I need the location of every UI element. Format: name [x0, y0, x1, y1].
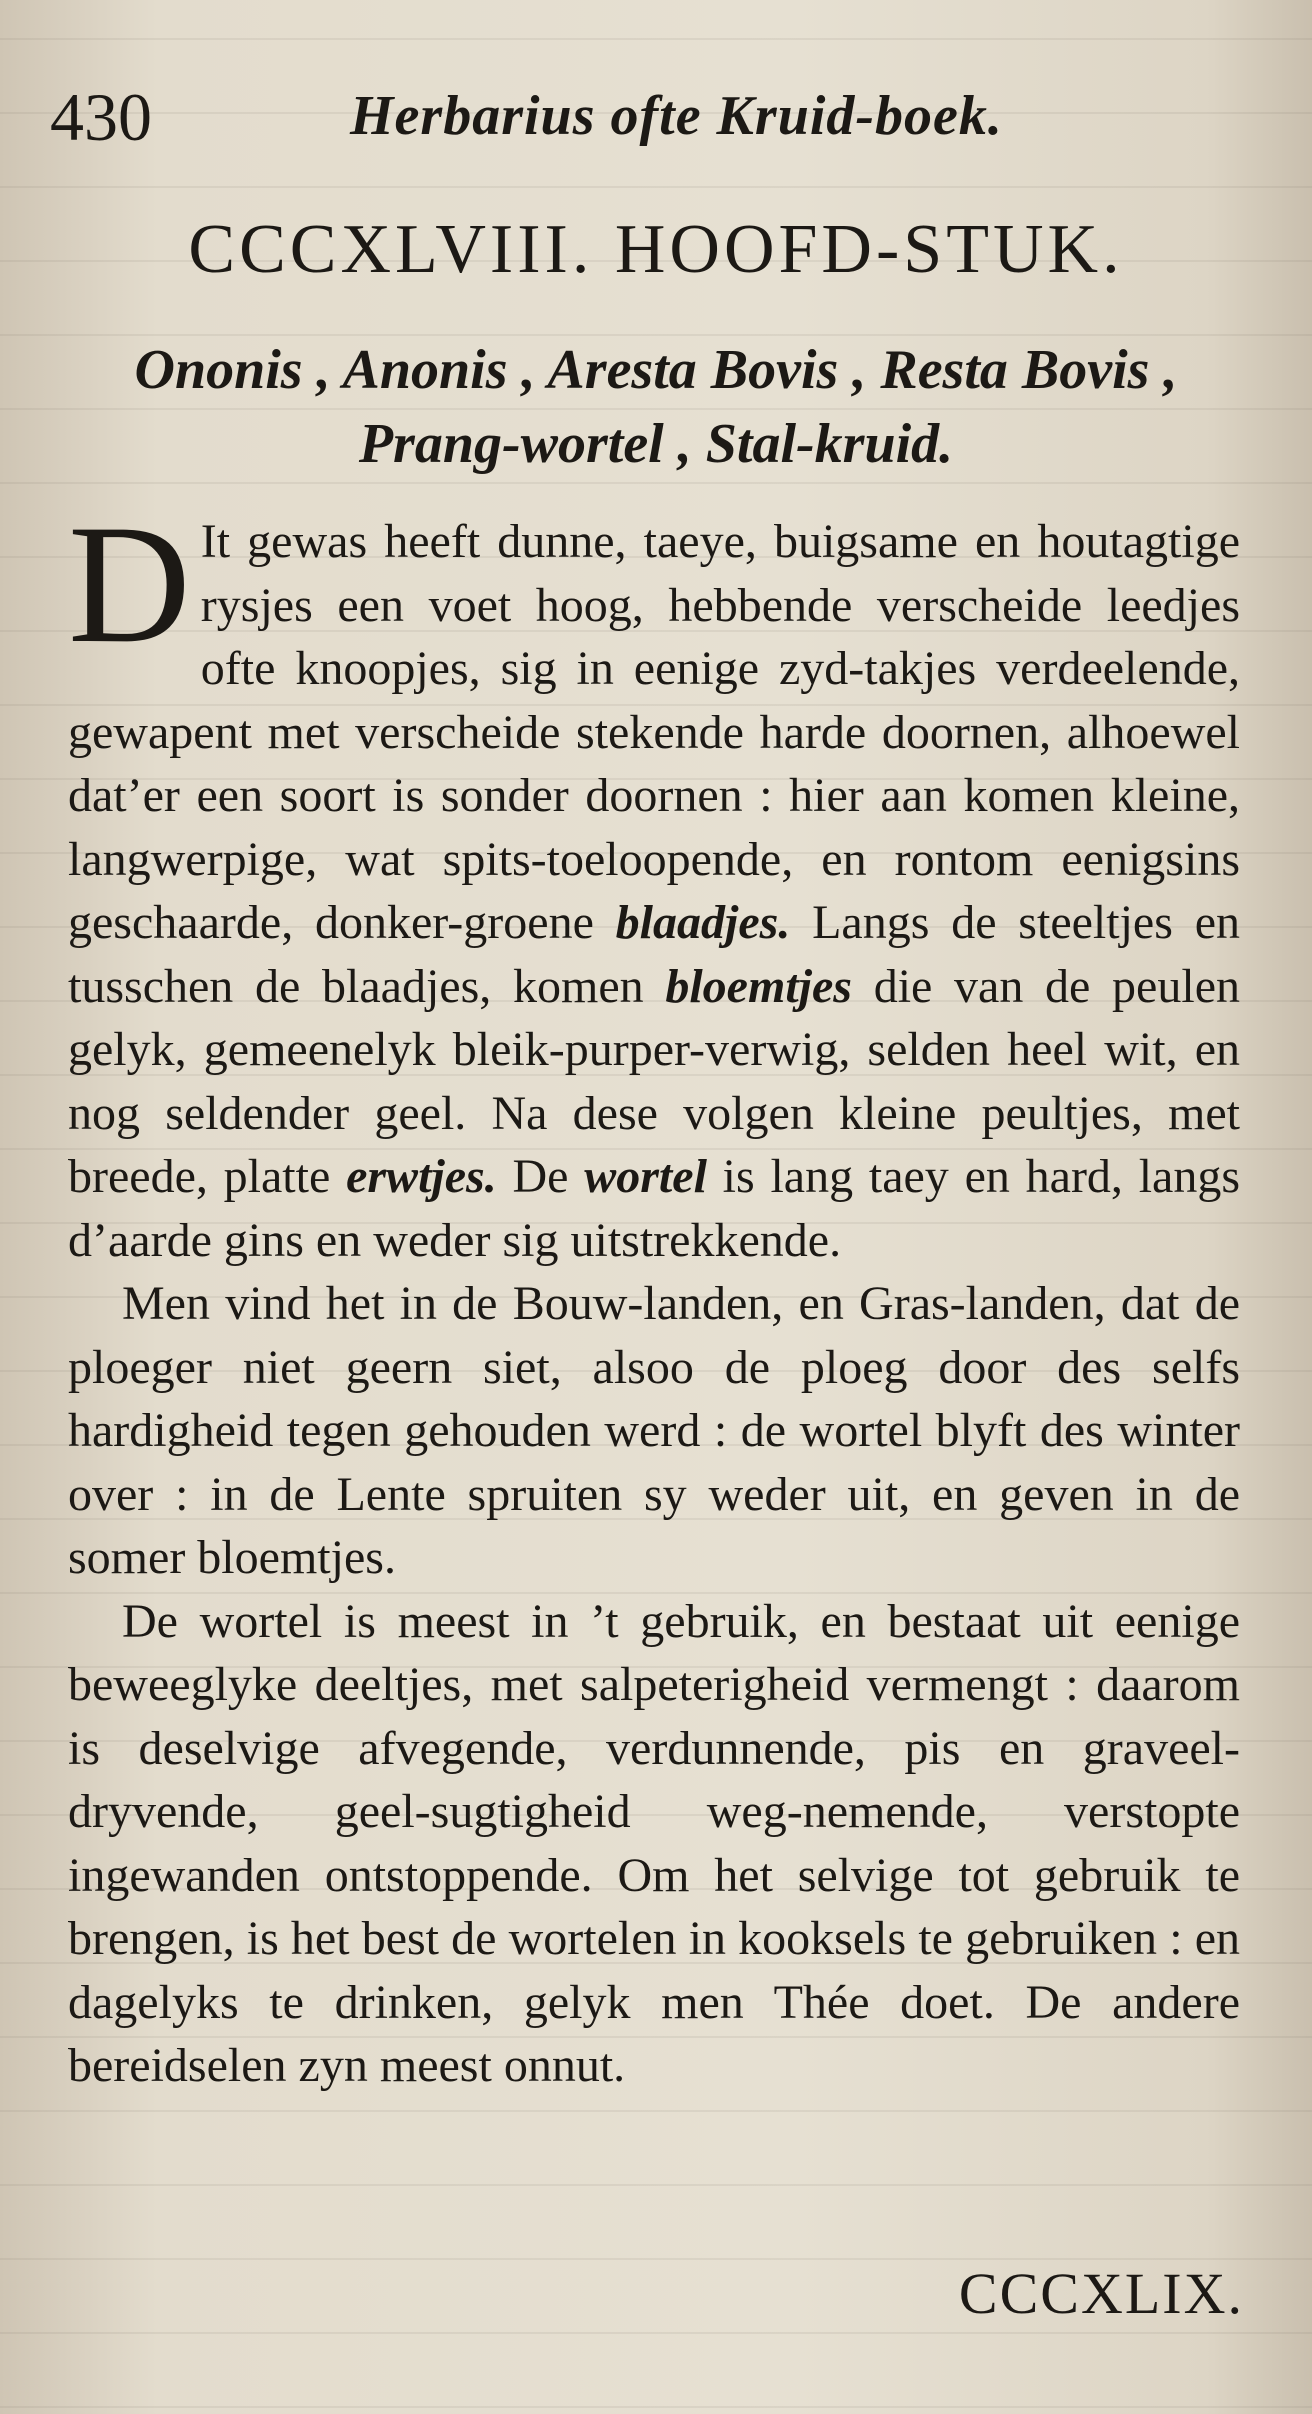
page-header — [50, 78, 1210, 158]
italic-term-root: wortel — [584, 1150, 707, 1203]
chapter-title: CCCXLVIII. HOOFD-STUK. — [188, 211, 1124, 288]
drop-cap: D — [68, 490, 191, 678]
body-text — [68, 490, 1241, 2098]
paragraph-description — [68, 490, 1241, 1272]
catchword: CCCXLIX. — [958, 2261, 1244, 2326]
plant-names-line-2: Prang-wortel , Stal-kruid. — [358, 413, 954, 475]
text-run: De — [496, 1150, 585, 1203]
plant-names-line-1: Ononis , Anonis , Aresta Bovis , Resta Bovis , — [134, 339, 1178, 401]
paragraph-habitat: Men vind het in de Bouw-landen, en Gras-landen, dat de ploeger niet geern siet, alsoo de ploeg door des selfs hardigheid tegen gehouden werd : de wortel blyft des winter over : in de Lente spruiten sy weder uit, en geven in de somer bloemtjes. — [68, 1277, 1240, 1584]
text-run: Langs de steeltjes en tusschen de blaadjes, komen — [68, 896, 1241, 1013]
page-number: 430 — [50, 79, 152, 155]
text-run: die van de peulen gelyk, gemeenelyk bleik-purper-verwig, selden heel wit, en nog seldender geel. Na dese volgen kleine peultjes, met breede, platte — [68, 959, 1240, 1203]
text-run: is lang taey en hard, langs d’aarde gins en weder sig uitstrekkende. — [68, 1150, 1241, 1267]
italic-term-leaves: blaadjes. — [615, 896, 791, 949]
text-run: It gewas heeft dunne, taeye, buigsame en houtagtige rysjes een voet hoog, hebbende verscheide leedjes ofte knoopjes, sig in eenige zyd-takjes verdeelende, gewapent met verscheide stekende harde doornen, alhoewel dat’er een soort is sonder doornen : hier aan komen kleine, langwerpige, wat spits-toeloopende, en rontom eenigsins geschaarde, donker-groene — [68, 515, 1240, 949]
running-title: Herbarius ofte Kruid-boek. — [350, 85, 1003, 147]
italic-term-peas: erwtjes. — [346, 1150, 497, 1203]
italic-term-flowers: bloemtjes — [665, 959, 852, 1013]
paragraph-uses: De wortel is meest in ’t gebruik, en bestaat uit eenige beweeglyke deeltjes, met salpeterigheid vermengt : daarom is deselvige afvegende, verdunnende, pis en graveel-dryvende, geel-sugtigheid weg-nemende, verstopte ingewanden ontstoppende. Om het selvige tot gebruik te brengen, is het best de wortelen in kooksels te gebruiken : en dagelyks te drinken, gelyk men Thée doet. De andere bereidselen zyn meest onnut. — [68, 1594, 1240, 2092]
